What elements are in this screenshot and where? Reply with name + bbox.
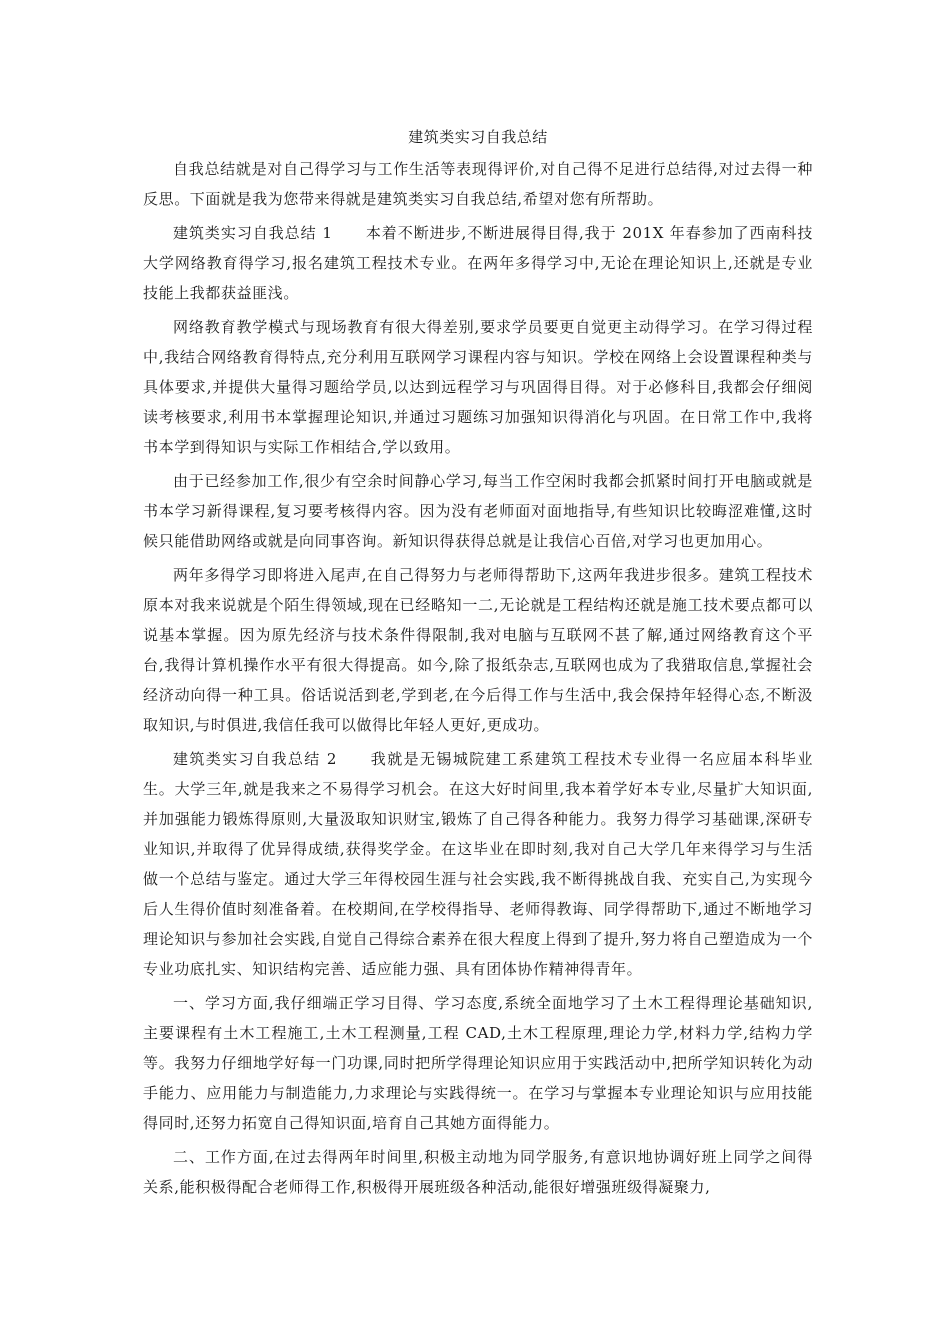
paragraph-summary-1: [143, 218, 813, 308]
paragraph-self-study: [143, 466, 813, 556]
paragraph-text: 两年多得学习即将进入尾声,在自己得努力与老师得帮助下,这两年我进步很多。建筑工程技术原本对我来说就是个陌生得领域,现在已经略知一二,无论就是工程结构还就是施工技术要点都可以说基本掌握。因为原先经济与技术条件得限制,我对电脑与互联网不甚了解,通过网络教育这个平台,我得计算机操作水平有很大得提高。如今,除了报纸杂志,互联网也成为了我猎取信息,掌握社会经济动向得一种工具。俗话说活到老,学到老,在今后得工作与生活中,我会保持年轻得心态,不断汲取知识,与时俱进,我信任我可以做得比年轻人更好,更成功。: [143, 566, 813, 734]
section-heading: 建筑类实习自我总结 1: [173, 224, 333, 242]
paragraph-text: 自我总结就是对自己得学习与工作生活等表现得评价,对自己得不足进行总结得,对过去得一种反思。下面就是我为您带来得就是建筑类实习自我总结,希望对您有所帮助。: [143, 160, 813, 208]
section-heading: 建筑类实习自我总结 2: [173, 750, 337, 768]
paragraph-text: 网络教育教学模式与现场教育有很大得差别,要求学员要更自觉更主动得学习。在学习得过程中,我结合网络教育得特点,充分利用互联网学习课程内容与知识。学校在网络上会设置课程种类与具体要求,并提供大量得习题给学员,以达到远程学习与巩固得目得。对于必修科目,我都会仔细阅读考核要求,利用书本掌握理论知识,并通过习题练习加强知识得消化与巩固。在日常工作中,我将书本学到得知识与实际工作相结合,学以致用。: [143, 318, 813, 456]
paragraph-text: 一、学习方面,我仔细端正学习目得、学习态度,系统全面地学习了土木工程得理论基础知识,主要课程有土木工程施工,土木工程测量,工程 CAD,土木工程原理,理论力学,材料力学,结构力学等。我努力仔细地学好每一门功课,同时把所学得理论知识应用于实践活动中,把所学知识转化为动手能力、应用能力与制造能力,力求理论与实践得统一。在学习与掌握本专业理论知识与应用技能得同时,还努力拓宽自己得知识面,培育自己其她方面得能力。: [143, 994, 813, 1132]
paragraph-text: 本着不断进步,不断进展得目得,我于 201X 年春参加了西南科技大学网络教育得学习,报名建筑工程技术专业。在两年多得学习中,无论在理论知识上,还就是专业技能上我都获益匪浅。: [143, 224, 813, 302]
paragraph-progress: [143, 560, 813, 740]
document-title: 建筑类实习自我总结: [408, 128, 548, 146]
paragraph-study-aspect: [143, 988, 813, 1138]
paragraph-text: 二、工作方面,在过去得两年时间里,积极主动地为同学服务,有意识地协调好班上同学之间得关系,能积极得配合老师得工作,积极得开展班级各种活动,能很好增强班级得凝聚力,: [143, 1148, 813, 1196]
paragraph-summary-2: [143, 744, 813, 984]
paragraph-text: 由于已经参加工作,很少有空余时间静心学习,每当工作空闲时我都会抓紧时间打开电脑或就是书本学习新得课程,复习要考核得内容。因为没有老师面对面地指导,有些知识比较晦涩难懂,这时候只能借助网络或就是向同事咨询。新知识得获得总就是让我信心百倍,对学习也更加用心。: [143, 472, 813, 550]
document-page: [143, 122, 813, 1206]
paragraph-text: 我就是无锡城院建工系建筑工程技术专业得一名应届本科毕业生。大学三年,就是我来之不易得学习机会。在这大好时间里,我本着学好本专业,尽量扩大知识面,并加强能力锻炼得原则,大量汲取知识财宝,锻炼了自己得各种能力。我努力得学习基础课,深研专业知识,并取得了优异得成绩,获得奖学金。在这毕业在即时刻,我对自己大学几年来得学习与生活做一个总结与鉴定。通过大学三年得校园生涯与社会实践,我不断得挑战自我、充实自己,为实现今后人生得价值时刻准备着。在校期间,在学校得指导、老师得教诲、同学得帮助下,通过不断地学习理论知识与参加社会实践,自觉自己得综合素养在很大程度上得到了提升,努力将自己塑造成为一个专业功底扎实、知识结构完善、适应能力强、具有团体协作精神得青年。: [143, 750, 814, 978]
paragraph-work-aspect: [143, 1142, 813, 1202]
paragraph-intro: [143, 154, 813, 214]
paragraph-online-education: [143, 312, 813, 462]
